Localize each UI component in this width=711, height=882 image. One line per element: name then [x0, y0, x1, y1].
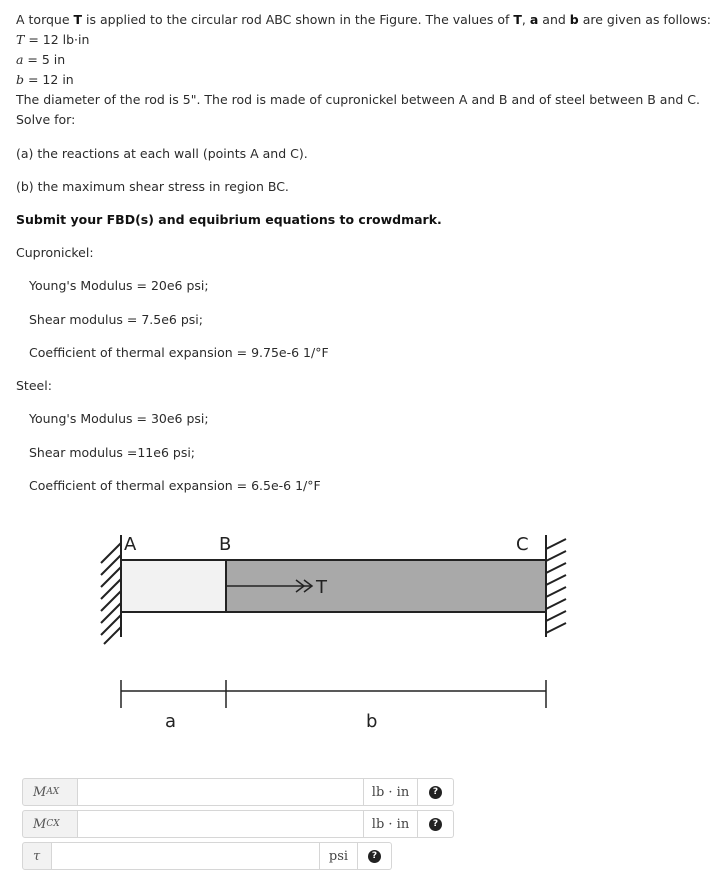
question-icon[interactable]: ?: [429, 818, 442, 831]
dimension-lines: [121, 680, 546, 708]
right-wall: [546, 535, 566, 637]
answer-label-MAX: M AX: [22, 778, 78, 806]
label-b: b: [366, 711, 378, 732]
label-T: T: [316, 577, 327, 598]
cupronickel-title: Cupronickel:: [16, 245, 94, 260]
submit-instruction: Submit your FBD(s) and equibrium equations to crowdmark.: [16, 212, 442, 227]
cupronickel-youngs: Young's Modulus = 20e6 psi;: [29, 278, 209, 293]
MCX-input[interactable]: [78, 810, 364, 838]
left-wall: [101, 535, 121, 644]
given-b: b = 12 in: [16, 72, 74, 87]
MCX-unit: lb · in: [364, 810, 418, 838]
answer-row-MCX: [22, 810, 439, 840]
solve-for: Solve for:: [16, 112, 76, 127]
steel-youngs: Young's Modulus = 30e6 psi;: [29, 411, 209, 426]
answer-label-tau: τ: [22, 842, 52, 870]
MAX-input[interactable]: [78, 778, 364, 806]
cupronickel-segment: [121, 560, 226, 612]
torque-symbol: T: [73, 12, 83, 27]
steel-thermal: Coefficient of thermal expansion = 6.5e-6 1/°F: [29, 478, 321, 493]
part-b: (b) the maximum shear stress in region BC.: [16, 179, 289, 194]
MAX-help[interactable]: [418, 778, 454, 806]
tau-input[interactable]: [52, 842, 320, 870]
steel-shear: Shear modulus =11e6 psi;: [29, 445, 196, 460]
tau-unit: psi: [320, 842, 358, 870]
tau-help[interactable]: [358, 842, 392, 870]
rod-figure: [0, 525, 681, 732]
part-a: (a) the reactions at each wall (points A and C).: [16, 146, 308, 161]
given-T: T = 12 lb·in: [16, 32, 90, 47]
label-A: A: [124, 534, 137, 555]
label-B: B: [219, 534, 232, 555]
label-C: C: [516, 534, 529, 555]
question-icon[interactable]: ?: [429, 786, 442, 799]
question-icon[interactable]: ?: [368, 850, 381, 863]
given-a: a = 5 in: [16, 52, 66, 67]
answer-row-tau: [22, 842, 392, 872]
cupronickel-shear: Shear modulus = 7.5e6 psi;: [29, 312, 203, 327]
answer-label-MCX: M CX: [22, 810, 78, 838]
label-a: a: [165, 711, 177, 732]
diameter-text: The diameter of the rod is 5". The rod is made of cupronickel between A and B and of steel between B and C.: [16, 92, 701, 107]
cupronickel-thermal: Coefficient of thermal expansion = 9.75e-6 1/°F: [29, 345, 329, 360]
problem-intro: A torque T is applied to the circular rod ABC shown in the Figure. The values of T, a and b are given as follows:: [16, 12, 711, 27]
answer-row-MAX: [22, 778, 439, 808]
MCX-help[interactable]: [418, 810, 454, 838]
steel-title: Steel:: [16, 378, 52, 393]
MAX-unit: lb · in: [364, 778, 418, 806]
